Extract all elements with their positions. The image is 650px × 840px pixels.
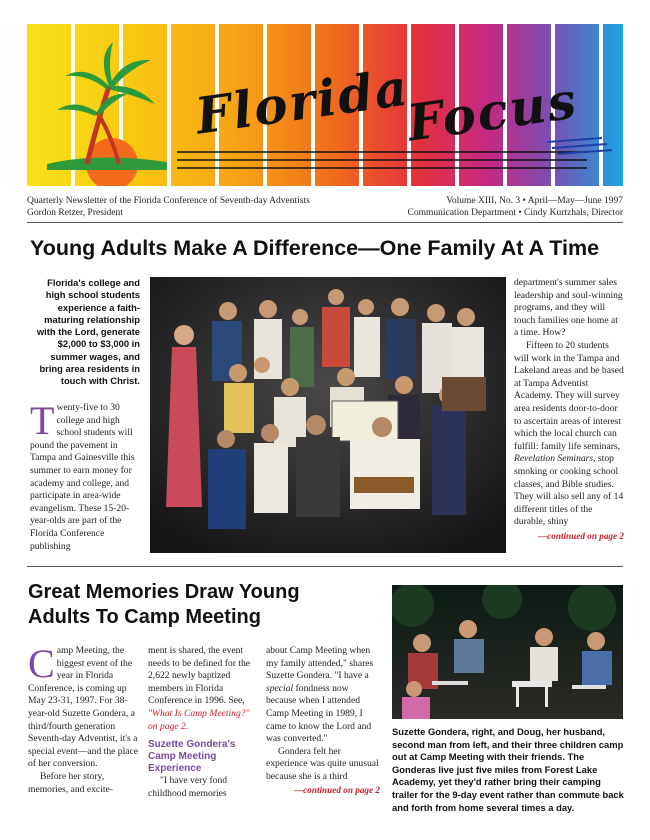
- story2-col2-p1: ment is shared, the event needs to be defined for the 2,622 newly baptized members in Florida Conference in 1996. See,: [148, 645, 251, 707]
- story2-col1-p2: Before her story, memories, and excite-: [28, 770, 113, 795]
- story1-headline: Young Adults Make A Difference—One Family At A Time: [30, 236, 600, 260]
- divider: [27, 566, 623, 567]
- group-photo-image: [150, 277, 506, 553]
- drop-cap: C: [28, 641, 55, 686]
- what-is-camp-meeting-link[interactable]: "What Is Camp Meeting?" on page 2.: [148, 707, 250, 732]
- president-name: Gordon Retzer, President: [27, 208, 123, 218]
- newsletter-description: Quarterly Newsletter of the Florida Conference of Seventh-day Adventists: [27, 196, 310, 206]
- department-director: Communication Department • Cindy Kurtzhals, Director: [407, 208, 623, 218]
- drop-cap: T: [30, 398, 55, 443]
- group-photo: [150, 277, 506, 553]
- story2-col1: [28, 641, 139, 796]
- story2-subhead: Suzette Gondera's Camp Meeting Experience: [148, 739, 236, 775]
- masthead-title-focus: Focus: [403, 70, 582, 153]
- story1-col1-text: wenty-five to 30 college and high school students will pound the pavement in Tampa and Gainesville this summer to earn money for academy and college, and participate in area-wide evangelism. These 15-20-year-olds are part of the Florida Conference publishing: [30, 402, 135, 552]
- story2-continued: —continued on page 2: [293, 784, 380, 795]
- story1-col1: [30, 398, 142, 553]
- story2-col1-p1: amp Meeting, the biggest event of the year in Florida Conference, is coming up May 23-31, 1997. For 38-year-old Suzette Gondera, a third/fourth generation Seventh-day Adventist, it's a special event—and the place of her conversion.: [28, 645, 139, 770]
- story2-col2: [148, 645, 256, 800]
- camp-photo-image: [392, 585, 623, 719]
- story1-col3: [514, 277, 624, 542]
- story1-col3-p1: department's summer sales leadership and soul-winning programs, and they will touch families one home at a time. How?: [514, 277, 623, 339]
- story2-col2-p2: "I have very fond childhood memories: [148, 775, 228, 799]
- masthead-banner: [27, 24, 623, 186]
- camp-photo: [392, 585, 623, 719]
- camp-photo-caption: Suzette Gondera, right, and Doug, her husband, second man from left, and their three children camp out at Camp Meeting with their friends. The Gonderas live just five miles from Forest Lake Academy, yet they'd rather bring their camping trailer for the 9-day event rather than commute back and forth from home several times a day.: [392, 726, 624, 813]
- story1-continued: —continued on page 2: [537, 530, 624, 541]
- story2-col3-p2: Gondera felt her experience was quite unusual because she is a third: [266, 745, 379, 782]
- story1-col3-p2: Fifteen to 20 students will work in the Tampa and Lakeland areas and be based at Tampa Adventist Academy. They will survey area residents door-to-door to ascertain areas of interest which the local church can fulfill: family life seminars, Revelation Seminars, stop smoking or cooking school classes, and Bible studies. They will also sell any of 14 different titles of the durable, shiny: [514, 339, 624, 528]
- story1-lead: Florida's college and high school students experience a faith-maturing relationship with the Lord, generate $2,000 to $3,000 in summer wages, and bring area residents in touch with Christ.: [36, 277, 140, 387]
- story2-headline-line1: Great Memories Draw Young: [28, 581, 300, 603]
- masthead-title-florida: Florida: [191, 57, 413, 146]
- divider: [27, 222, 623, 223]
- story2-col3: about Camp Meeting when my family attended," shares Suzette Gondera. "I have a special fondness now because when I attended Camp Meeting in 1989, I came to know the Lord and was converted." Gondera felt her experience was quite unusual because she is a third —continued on page 2: [266, 645, 380, 795]
- volume-issue: Volume XIII, No. 3 • April—May—June 1997: [446, 196, 623, 206]
- story2-headline-line2: Adults To Camp Meeting: [28, 606, 261, 628]
